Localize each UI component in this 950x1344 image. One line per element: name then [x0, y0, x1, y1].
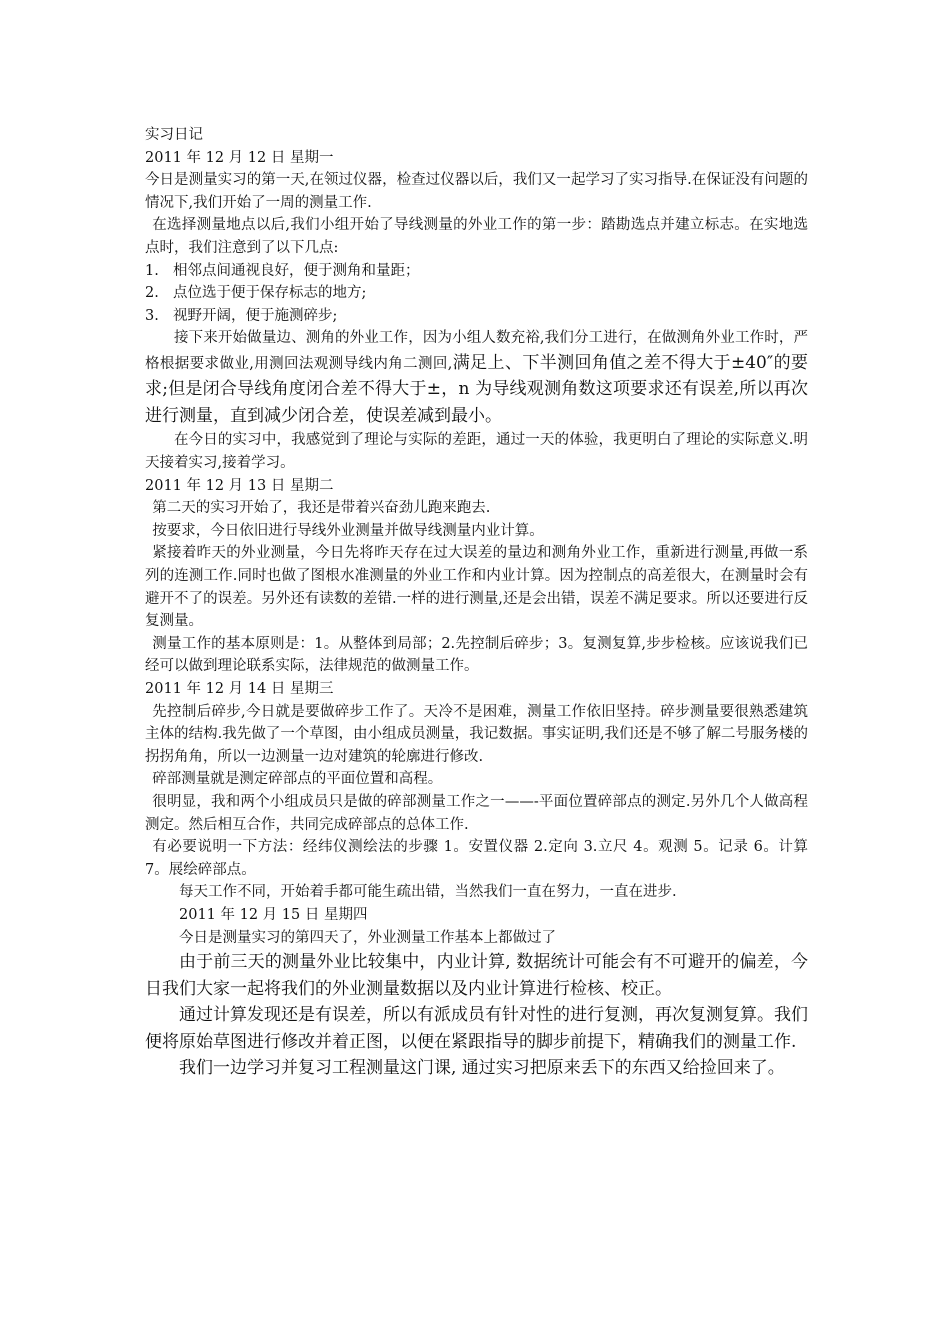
paragraph: 按要求，今日依旧进行导线外业测量并做导线测量内业计算。 — [152, 522, 544, 539]
paragraph: 由于前三天的测量外业比较集中，内业计算, 数据统计可能会有不可避开的偏差，今日我们大家一起将我们的外业测量数据以及内业计算进行检核、校正。 — [145, 952, 808, 999]
list-item — [145, 282, 808, 305]
paragraph: 在选择测量地点以后,我们小组开始了导线测量的外业工作的第一步：踏勘选点并建立标志。在实地选点时，我们注意到了以下几点: — [145, 217, 808, 256]
paragraph: 紧接着昨天的外业测量，今日先将昨天存在过大误差的量边和测角外业工作，重新进行测量,再做一系列的连测工作.同时也做了图根水准测量的外业工作和内业计算。因为控制点的高差很大，在测量时会有避开不了的误差。另外还有读数的差错.一样的进行测量,还是会出错，误差不满足要求。所以还要进行反复测量。 — [145, 545, 808, 630]
list-number: 3. — [145, 307, 159, 324]
list-item — [145, 305, 808, 328]
list-number: 1. — [145, 262, 159, 279]
paragraph-part-large: 满足上、下半测回角值之差不得大于±40″的要求;但是闭合导线角度闭合差不得大于±，n 为导线观测角数这项要求还有误差,所以再次进行测量，直到减少闭合差，使误差减到最小。 — [145, 352, 809, 426]
paragraph: 第二天的实习开始了，我还是带着兴奋劲儿跑来跑去. — [152, 500, 491, 517]
list-text: 点位选于便于保存标志的地方; — [173, 285, 367, 302]
paragraph: 先控制后碎步,今日就是要做碎步工作了。天冷不是困难，测量工作依旧坚持。碎步测量要很熟悉建筑主体的结构.我先做了一个草图，由小组成员测量，我记数据。事实证明,我们还是不够了解二号服务楼的拐拐角角，所以一边测量一边对建筑的轮廓进行修改. — [145, 703, 808, 765]
list-number: 2. — [145, 285, 159, 302]
list-text: 视野开阔，便于施测碎步; — [173, 307, 338, 324]
paragraph: 通过计算发现还是有误差，所以有派成员有针对性的进行复测，再次复测复算。我们便将原始草图进行修改并着正图，以便在紧跟指导的脚步前提下，精确我们的测量工作. — [145, 1005, 808, 1052]
paragraph-part: 接下来开始做量边、测角的外业工作，因为小组人数充裕,我们分工进行，在做测角外业工作时，严格根据要求做业,用测回法观测导线内角二测回, — [145, 330, 808, 372]
paragraph: 我们一边学习并复习工程测量这门课, 通过实习把原来丢下的东西又给捡回来了。 — [179, 1058, 785, 1079]
paragraph: 在今日的实习中，我感觉到了理论与实际的差距，通过一天的体验，我更明白了理论的实际意义.明天接着实习,接着学习。 — [145, 432, 808, 472]
paragraph: 有必要说明一下方法：经纬仪测绘法的步骤 1。安置仪器 2.定向 3.立尺 4。观测 5。记录 6。计算 7。展绘碎部点。 — [145, 839, 808, 878]
entry-date-3: 2011 年 12 月 14 日 星期三 — [145, 680, 334, 697]
paragraph: 每天工作不同，开始着手都可能生疏出错，当然我们一直在努力，一直在进步. — [179, 884, 677, 901]
paragraph: 今日是测量实习的第四天了，外业测量工作基本上都做过了 — [179, 929, 556, 946]
doc-title: 实习日记 — [145, 127, 203, 143]
document-page — [145, 124, 808, 1082]
list-item — [145, 260, 808, 283]
entry-date-2: 2011 年 12 月 13 日 星期二 — [145, 477, 334, 494]
entry-date-1: 2011 年 12 月 12 日 星期一 — [145, 149, 334, 166]
paragraph: 很明显，我和两个小组成员只是做的碎部测量工作之一——-平面位置碎部点的测定.另外几个人做高程测定。然后相互合作，共同完成碎部点的总体工作. — [145, 793, 808, 833]
paragraph — [145, 327, 808, 429]
entry-date-4: 2011 年 12 月 15 日 星期四 — [179, 906, 368, 923]
list-text: 相邻点间通视良好，便于测角和量距； — [173, 262, 420, 279]
paragraph: 测量工作的基本原则是：1。从整体到局部；2.先控制后碎步；3。复测复算,步步检核。应该说我们已经可以做到理论联系实际，法律规范的做测量工作。 — [145, 635, 808, 675]
paragraph: 碎部测量就是测定碎部点的平面位置和高程。 — [152, 771, 443, 788]
paragraph: 今日是测量实习的第一天,在领过仪器，检查过仪器以后，我们又一起学习了实习指导.在保证没有问题的情况下,我们开始了一周的测量工作. — [145, 172, 808, 211]
